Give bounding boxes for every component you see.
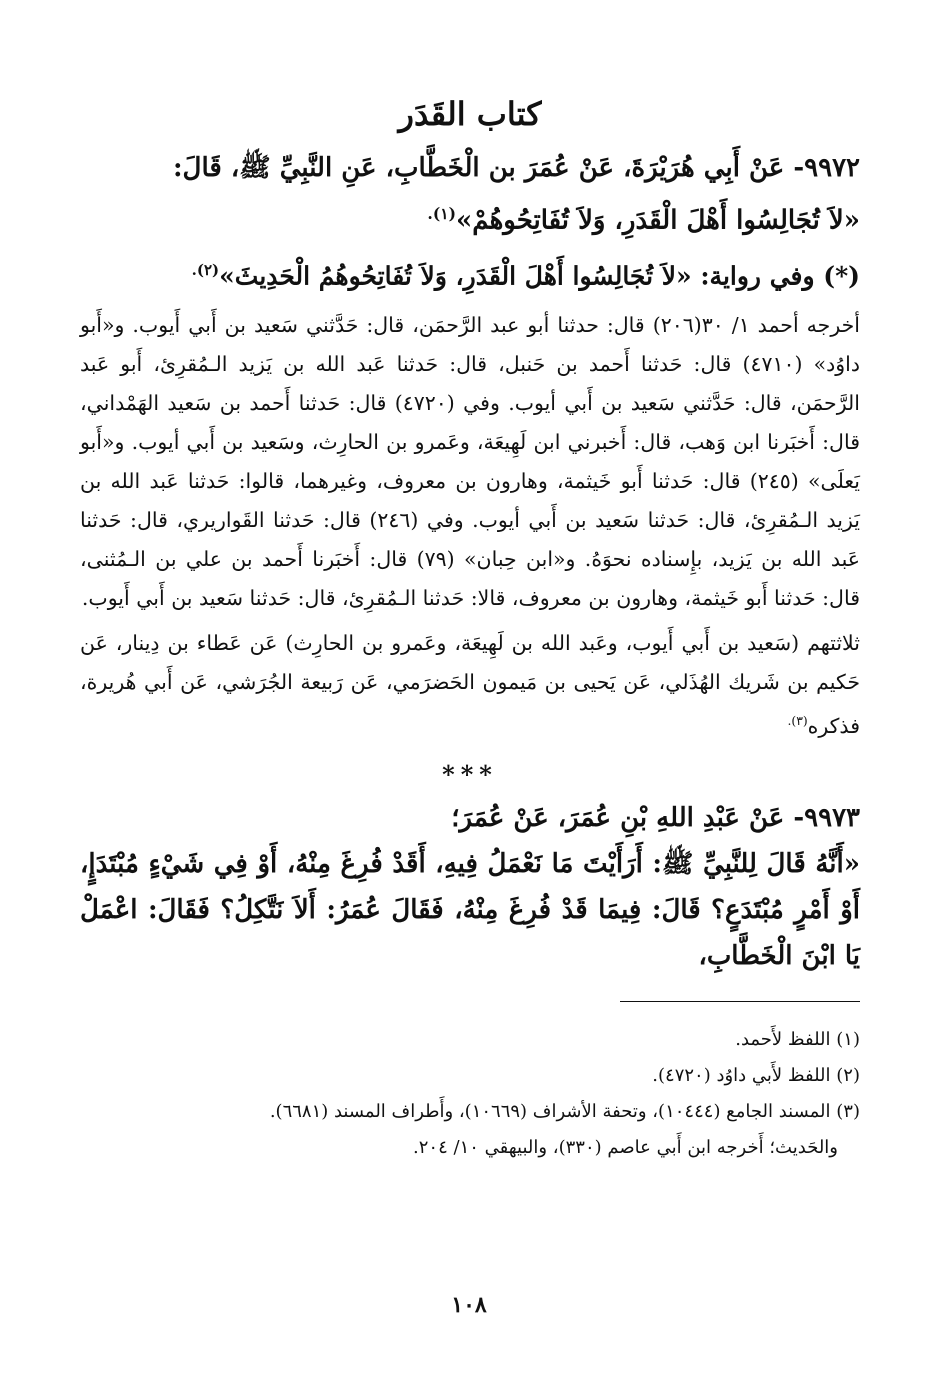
footnotes [80, 1022, 860, 1166]
hadith-9972-matn [80, 191, 860, 244]
hadith-9972-matn-text: «لاَ تُجَالِسُوا أَهْلَ الْقَدَرِ، وَلاَ تُفَاتِحُوهُمْ» [456, 205, 860, 236]
section-separator: *** [442, 759, 498, 789]
footnote-ref-2: (٢). [191, 260, 220, 279]
footnote-ref-1: (١). [427, 204, 457, 223]
riwaya-text: (*) وفي رواية: «لاَ تُجَالِسُوا أَهْلَ الْقَدَرِ، وَلاَ تُفَاتِحُوهُمُ الْحَدِيثَ» [219, 260, 860, 290]
hadith-9973 [80, 795, 860, 979]
footnote-divider [620, 1001, 860, 1002]
chapter-title: كتاب القَدَر [398, 95, 542, 133]
hadith-9972-isnad: ٩٩٧٢- عَنْ أَبِي هُرَيْرَةَ، عَنْ عُمَرَ بن الْخَطَّابِ، عَنِ النَّبِيِّ ﷺ، قَالَ: [172, 153, 860, 183]
footnote-ref-3: (٣). [787, 713, 808, 728]
hadith-9972-riwaya [80, 248, 860, 298]
footnote-3-continuation: والحَديث؛ أَخرجه ابن أَبي عاصم (٣٣٠)، والبيهقي ١٠/ ٢٠٤. [413, 1136, 838, 1158]
page-body [80, 95, 860, 1166]
hadith-9973-isnad: ٩٩٧٣- عَنْ عَبْدِ اللهِ بْنِ عُمَرَ، عَنْ عُمَرَ؛ [451, 802, 860, 833]
hadith-9973-matn: «أَنَّهُ قَالَ لِلنَّبِيِّ ﷺ: أَرَأَيْتَ مَا نَعْمَلُ فِيهِ، أَقَدْ فُرِغَ مِنْهُ، أَوْ فِي شَيْءٍ مُبْتَدَإٍ، أَوْ أَمْرٍ مُبْتَدَعٍ؟ قَالَ: فِيمَا قَدْ فُرِغَ مِنْهُ، فَقَالَ عُمَرُ: أَلاَ نَتَّكِلُ؟ فَقَالَ: اعْمَلْ يَا ابْنَ الْخَطَّابِ، [80, 848, 860, 971]
footnote-1: (١) اللفظ لأَحمد. [735, 1028, 860, 1050]
takhrij-paragraph-2 [80, 624, 860, 746]
takhrij-2-text: ثلاثتهم (سَعيد بن أَبي أَيوب، وعَبد الله بن لَهِيعَة، وعَمرو بن الحارِث) عَن عَطاء بن دِينار، عَن حَكيم بن شَريك الهُذَلي، عَن يَحيى بن مَيمون الحَضرَمي، عَن رَبيعة الجُرَشي، عَن أَبي هُريرة، فذكره [80, 630, 860, 738]
page-number: ١٠٨ [451, 1292, 487, 1318]
hadith-9972 [80, 145, 860, 244]
takhrij-paragraph-1: أخرجه أحمد ١/ ٣٠(٢٠٦) قال: حدثنا أبو عبد الرَّحمَن، قال: حَدَّثني سَعيد بن أَبي أَيوب. و«أَبو داوُد» (٤٧١٠) قال: حَدثنا أَحمد بن حَنبل، قال: حَدثنا عَبد الله بن يَزيد الـمُقرِئ، أَبو عَبد الرَّحمَن، قال: حَدَّثني سَعيد بن أَبي أيوب. وفي (٤٧٢٠) قال: حَدثنا أَحمد بن سَعيد الهَمْداني، قال: أَخبَرنا ابن وَهب، قال: أَخبرني ابن لَهِيعَة، وعَمرو بن الحارِث، وسَعيد بن أَبي أيوب. و«أَبو يَعلَى» (٢٤٥) قال: حَدثنا أَبو خَيثمة، وهارون بن معروف، وغيرهما، قالوا: حَدثنا عَبد الله بن يَزيد الـمُقرِئ، قال: حَدثنا سَعيد بن أَبي أيوب. وفي (٢٤٦) قال: حَدثنا القَواريري، قال: حَدثنا عَبد الله بن يَزيد، بإِسناده نحوَهُ. و«ابن حِبان» (٧٩) قال: أَخبَرنا أَحمد بن علي بن الـمُثنى، قال: حَدثنا أَبو خَيثمة، وهارون بن معروف، قالا: حَدثنا الـمُقرِئ، قال: حَدثنا سَعيد بن أَبي أَيوب. [80, 312, 861, 610]
footnote-2: (٢) اللفظ لأَبي داوُد (٤٧٢٠). [652, 1064, 860, 1086]
footnote-3: (٣) المسند الجامع (١٠٤٤٤)، وتحفة الأشراف (١٠٦٦٩)، وأَطراف المسند (٦٦٨١). [269, 1100, 860, 1122]
